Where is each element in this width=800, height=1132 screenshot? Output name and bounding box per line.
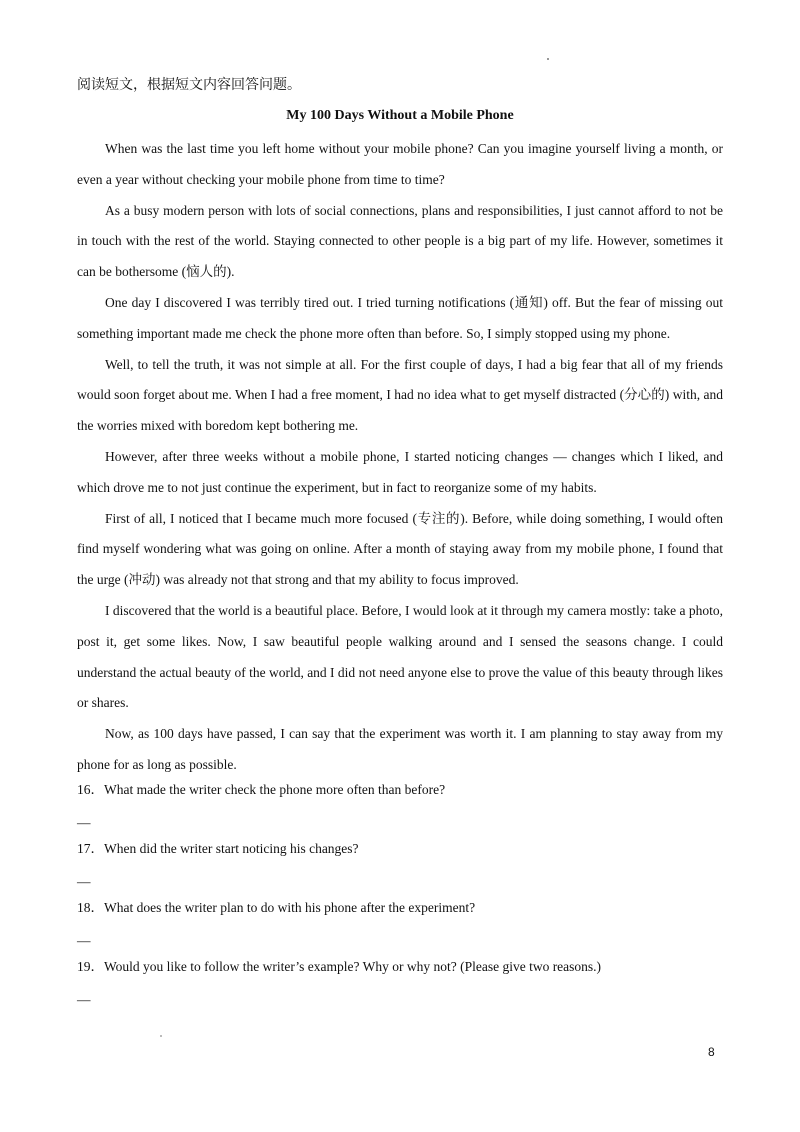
question-19: 19．Would you like to follow the writer’s example? Why or why not? (Please give two reasons.)	[77, 959, 602, 974]
paragraph: One day I discovered I was terribly tired out. I tried turning notifications (通知) off. But the fear of missing out something important made me check the phone more often than before. So, I simply stopped using my phone.	[77, 294, 723, 341]
paragraph: As a busy modern person with lots of social connections, plans and responsibilities, I just cannot afford to not be in touch with the rest of the world. Staying connected to other people is a big part of my life. However, sometimes it can be bothersome (恼人的).	[77, 202, 723, 280]
paragraph: Well, to tell the truth, it was not simple at all. For the first couple of days, I had a big fear that all of my friends would soon forget about me. When I had a free moment, I had no idea what to get myself distracted (分心的) with, and the worries mixed with boredom kept bothering me.	[77, 356, 723, 434]
scan-speck	[160, 1035, 162, 1037]
paragraph: Now, as 100 days have passed, I can say that the experiment was worth it. I am planning to stay away from my phone for as long as possible.	[77, 726, 723, 772]
answer-line-18[interactable]: —	[77, 933, 91, 948]
paragraph: When was the last time you left home without your mobile phone? Can you imagine yourself living a month, or even a year without checking your mobile phone from time to time?	[77, 141, 723, 187]
paragraph: I discovered that the world is a beautiful place. Before, I would look at it through my camera mostly: take a photo, post it, get some likes. Now, I saw beautiful people walking around and I sensed the seasons change. I could understand the actual beauty of the world, and I did not need anyone else to prove the value of this beauty through likes or shares.	[77, 602, 723, 711]
passage-title: My 100 Days Without a Mobile Phone	[286, 108, 514, 123]
question-17: 17．When did the writer start noticing his changes?	[77, 841, 359, 856]
answer-line-16[interactable]: —	[77, 815, 91, 830]
passage-body	[77, 134, 723, 781]
question-16: 16．What made the writer check the phone more often than before?	[77, 782, 446, 797]
question-18: 18．What does the writer plan to do with his phone after the experiment?	[77, 900, 476, 915]
scan-speck	[547, 58, 549, 60]
answer-line-19[interactable]: —	[77, 992, 91, 1007]
answer-line-17[interactable]: —	[77, 874, 91, 889]
paragraph: However, after three weeks without a mobile phone, I started noticing changes — changes which I liked, and which drove me to not just continue the experiment, but in fact to reorganize some of my habits.	[77, 448, 723, 495]
paragraph: First of all, I noticed that I became much more focused (专注的). Before, while doing something, I would often find myself wondering what was going on online. After a month of staying away from my mobile phone, I found that the urge (冲动) was already not that strong and that my ability to focus improved.	[77, 510, 723, 588]
instruction-text: 阅读短文，根据短文内容回答问题。	[77, 78, 301, 93]
page-number: 8	[708, 1045, 715, 1059]
